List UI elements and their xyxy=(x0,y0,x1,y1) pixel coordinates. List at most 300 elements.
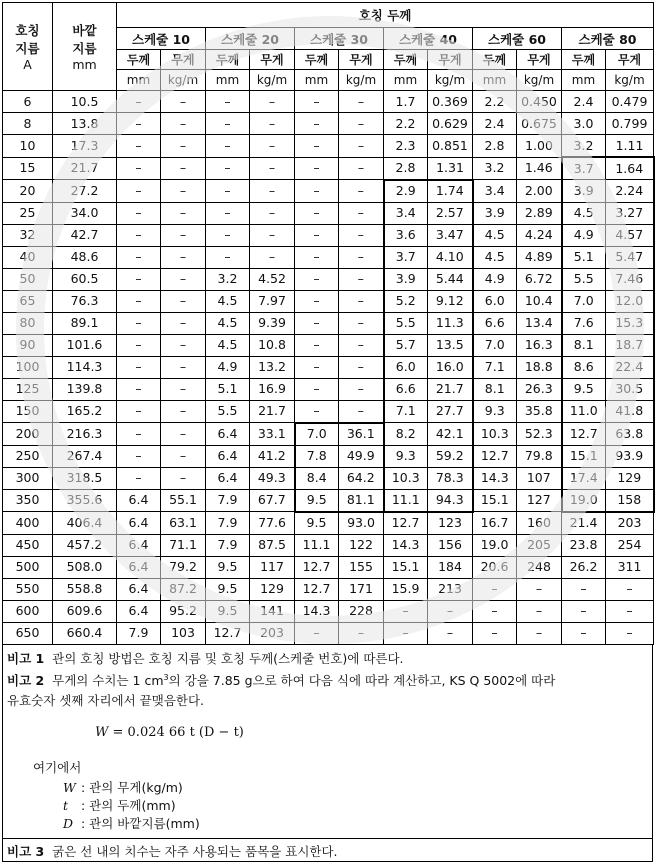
unit-kgm: kg/m xyxy=(339,70,384,91)
header-text: 바깥 xyxy=(72,23,97,38)
weight-cell: 9.12 xyxy=(428,290,473,312)
weight-cell: 0.629 xyxy=(428,113,473,135)
thickness-cell: 3.9 xyxy=(384,268,428,290)
weight-cell: – xyxy=(339,400,384,423)
nominal-diameter-cell: 350 xyxy=(3,489,53,512)
weight-cell: 30.5 xyxy=(606,378,654,400)
thickness-cell: 9.3 xyxy=(384,445,428,467)
thickness-cell: 10.3 xyxy=(384,467,428,489)
thickness-cell: 12.7 xyxy=(384,512,428,535)
schedule-header: 스케줄 80 xyxy=(562,28,654,50)
outer-diameter-cell: 34.0 xyxy=(53,202,117,224)
note-label: 비고 1 xyxy=(7,650,45,666)
weight-cell: 205 xyxy=(517,534,562,556)
weight-formula xyxy=(95,725,244,740)
table-row xyxy=(3,600,654,622)
weight-cell: 93.0 xyxy=(339,512,384,535)
formula-variable: W xyxy=(95,724,109,740)
nominal-diameter-cell: 90 xyxy=(3,334,53,356)
thickness-cell: 15.9 xyxy=(384,578,428,600)
weight-cell: – xyxy=(250,157,295,180)
weight-cell: 158 xyxy=(606,489,654,512)
weight-cell: – xyxy=(250,91,295,113)
thickness-cell: 7.9 xyxy=(206,512,250,535)
note-1 xyxy=(7,649,404,667)
weight-cell: 213 xyxy=(428,578,473,600)
thickness-cell: 9.5 xyxy=(562,378,606,400)
weight-cell: 117 xyxy=(250,556,295,578)
weight-cell: – xyxy=(339,224,384,246)
weight-cell: – xyxy=(161,113,206,135)
weight-cell: – xyxy=(339,268,384,290)
table-row xyxy=(3,180,654,203)
weight-cell: 171 xyxy=(339,578,384,600)
weight-cell: – xyxy=(339,180,384,203)
weight-cell: 26.3 xyxy=(517,378,562,400)
outer-diameter-header xyxy=(53,3,117,91)
thickness-cell: – xyxy=(117,113,161,135)
weight-cell: 7.97 xyxy=(250,290,295,312)
nominal-diameter-cell: 40 xyxy=(3,246,53,268)
weight-cell: 49.9 xyxy=(339,445,384,467)
weight-cell: 21.7 xyxy=(250,400,295,423)
variable-t-definition xyxy=(63,796,176,814)
thickness-cell: – xyxy=(295,268,339,290)
thickness-cell: – xyxy=(206,113,250,135)
weight-cell: – xyxy=(161,268,206,290)
weight-cell: 41.2 xyxy=(250,445,295,467)
nominal-diameter-header xyxy=(3,3,53,91)
thickness-cell: – xyxy=(117,312,161,334)
nominal-diameter-cell: 50 xyxy=(3,268,53,290)
weight-cell: – xyxy=(339,334,384,356)
weight-cell: 7.46 xyxy=(606,268,654,290)
outer-diameter-cell: 42.7 xyxy=(53,224,117,246)
nominal-diameter-cell: 550 xyxy=(3,578,53,600)
outer-diameter-cell: 165.2 xyxy=(53,400,117,423)
thickness-cell: – xyxy=(562,578,606,600)
weight-cell: – xyxy=(161,224,206,246)
weight-cell: 107 xyxy=(517,467,562,489)
weight-cell: 13.2 xyxy=(250,356,295,378)
thickness-cell: 2.4 xyxy=(562,91,606,113)
weight-cell: – xyxy=(161,157,206,180)
note-2-continued xyxy=(7,691,204,709)
weight-cell: 11.3 xyxy=(428,312,473,334)
weight-cell: 81.1 xyxy=(339,489,384,512)
thickness-cell: 8.6 xyxy=(562,356,606,378)
weight-cell: – xyxy=(339,135,384,158)
thickness-cell: 5.1 xyxy=(562,246,606,268)
thickness-cell: – xyxy=(117,157,161,180)
unit-mm: mm xyxy=(206,70,250,91)
thickness-cell: – xyxy=(295,378,339,400)
weight-cell: 3.47 xyxy=(428,224,473,246)
outer-diameter-cell: 406.4 xyxy=(53,512,117,535)
schedule-header: 스케줄 40 xyxy=(384,28,473,50)
weight-cell: 127 xyxy=(517,489,562,512)
pipe-dimension-document xyxy=(2,2,653,862)
table-row xyxy=(3,534,654,556)
thickness-cell: – xyxy=(117,423,161,446)
thickness-cell: – xyxy=(295,135,339,158)
weight-cell: 93.9 xyxy=(606,445,654,467)
weight-cell: 27.7 xyxy=(428,400,473,423)
thickness-cell: 4.5 xyxy=(206,312,250,334)
weight-cell: 18.8 xyxy=(517,356,562,378)
table-row xyxy=(3,91,654,113)
weight-cell: 129 xyxy=(250,578,295,600)
thickness-cell: 6.4 xyxy=(117,556,161,578)
nominal-diameter-cell: 25 xyxy=(3,202,53,224)
thickness-cell: 4.9 xyxy=(206,356,250,378)
thickness-cell: 5.5 xyxy=(206,400,250,423)
sub-weight-header: 무게 xyxy=(339,50,384,70)
weight-cell: – xyxy=(339,290,384,312)
weight-cell: 5.44 xyxy=(428,268,473,290)
table-body xyxy=(3,91,654,645)
weight-cell: – xyxy=(161,445,206,467)
thickness-cell: – xyxy=(295,356,339,378)
outer-diameter-cell: 17.3 xyxy=(53,135,117,158)
thickness-cell: – xyxy=(562,622,606,644)
header-text: 지름 xyxy=(15,41,40,56)
thickness-cell: – xyxy=(295,400,339,423)
thickness-cell: 6.4 xyxy=(117,534,161,556)
header-text: 지름 xyxy=(72,41,97,56)
schedule-header: 스케줄 10 xyxy=(117,28,206,50)
outer-diameter-cell: 114.3 xyxy=(53,356,117,378)
table-row xyxy=(3,202,654,224)
outer-diameter-cell: 267.4 xyxy=(53,445,117,467)
outer-diameter-cell: 660.4 xyxy=(53,622,117,644)
thickness-cell: – xyxy=(473,622,517,644)
nominal-diameter-cell: 600 xyxy=(3,600,53,622)
thickness-cell: 9.5 xyxy=(206,600,250,622)
thickness-cell: 7.1 xyxy=(473,356,517,378)
thickness-cell: 2.4 xyxy=(473,113,517,135)
nominal-diameter-cell: 250 xyxy=(3,445,53,467)
weight-cell: 64.2 xyxy=(339,467,384,489)
table-row xyxy=(3,356,654,378)
sub-weight-header: 무게 xyxy=(250,50,295,70)
weight-cell: 4.57 xyxy=(606,224,654,246)
weight-cell: 2.24 xyxy=(606,180,654,203)
note-text: 의 강을 7.85 g으로 하여 다음 식에 따라 계산하고, KS Q 5002에 따라 xyxy=(168,672,556,688)
table-row xyxy=(3,113,654,135)
thickness-cell: – xyxy=(117,334,161,356)
weight-cell: 228 xyxy=(339,600,384,622)
thickness-cell: 5.5 xyxy=(384,312,428,334)
weight-cell: 3.27 xyxy=(606,202,654,224)
thickness-cell: 7.9 xyxy=(206,489,250,512)
weight-cell: 0.479 xyxy=(606,91,654,113)
weight-cell: 2.00 xyxy=(517,180,562,203)
note-label: 비고 3 xyxy=(7,843,45,859)
thickness-cell: 3.4 xyxy=(384,202,428,224)
thickness-cell: 9.5 xyxy=(206,556,250,578)
thickness-cell: 9.5 xyxy=(295,489,339,512)
weight-cell: 156 xyxy=(428,534,473,556)
thickness-cell: 4.5 xyxy=(562,202,606,224)
variable-symbol: D xyxy=(63,815,74,831)
thickness-cell: 16.7 xyxy=(473,512,517,535)
outer-diameter-cell: 318.5 xyxy=(53,467,117,489)
unit-mm: mm xyxy=(384,70,428,91)
weight-cell: – xyxy=(161,400,206,423)
weight-cell: – xyxy=(517,622,562,644)
nominal-diameter-cell: 20 xyxy=(3,180,53,203)
weight-cell: 59.2 xyxy=(428,445,473,467)
thickness-cell: 2.2 xyxy=(473,91,517,113)
outer-diameter-cell: 457.2 xyxy=(53,534,117,556)
weight-cell: – xyxy=(161,135,206,158)
weight-cell: – xyxy=(339,312,384,334)
thickness-cell: 8.2 xyxy=(384,423,428,446)
weight-cell: – xyxy=(606,600,654,622)
thickness-cell: 3.7 xyxy=(562,157,606,180)
nominal-diameter-cell: 65 xyxy=(3,290,53,312)
nominal-diameter-cell: 200 xyxy=(3,423,53,446)
thickness-cell: – xyxy=(117,246,161,268)
thickness-cell: 3.2 xyxy=(562,135,606,158)
sub-weight-header: 무게 xyxy=(517,50,562,70)
thickness-cell: 26.2 xyxy=(562,556,606,578)
weight-cell: 95.2 xyxy=(161,600,206,622)
thickness-cell: 4.5 xyxy=(206,334,250,356)
thickness-cell: – xyxy=(117,356,161,378)
thickness-cell: – xyxy=(295,246,339,268)
weight-cell: 63.8 xyxy=(606,423,654,446)
thickness-cell: 6.4 xyxy=(206,445,250,467)
sub-thickness-header: 두께 xyxy=(117,50,161,70)
weight-cell: – xyxy=(161,467,206,489)
thickness-cell: 6.4 xyxy=(117,512,161,535)
thickness-cell: – xyxy=(117,202,161,224)
weight-cell: – xyxy=(606,622,654,644)
weight-cell: – xyxy=(517,600,562,622)
weight-cell: 87.2 xyxy=(161,578,206,600)
weight-cell: 2.57 xyxy=(428,202,473,224)
weight-cell: 1.64 xyxy=(606,157,654,180)
thickness-cell: 3.2 xyxy=(206,268,250,290)
weight-cell: 5.47 xyxy=(606,246,654,268)
thickness-cell: 4.5 xyxy=(473,224,517,246)
weight-cell: 21.7 xyxy=(428,378,473,400)
thickness-cell: 6.4 xyxy=(117,578,161,600)
unit-mm: mm xyxy=(295,70,339,91)
outer-diameter-cell: 558.8 xyxy=(53,578,117,600)
weight-cell: – xyxy=(339,622,384,644)
unit-mm: mm xyxy=(117,70,161,91)
weight-cell: – xyxy=(161,423,206,446)
variable-description: : 관의 두께(mm) xyxy=(81,797,176,813)
nominal-diameter-cell: 8 xyxy=(3,113,53,135)
thickness-cell: – xyxy=(117,400,161,423)
thickness-cell: – xyxy=(562,600,606,622)
weight-cell: 160 xyxy=(517,512,562,535)
thickness-cell: – xyxy=(295,157,339,180)
weight-cell: 0.799 xyxy=(606,113,654,135)
weight-cell: – xyxy=(250,202,295,224)
nominal-diameter-cell: 125 xyxy=(3,378,53,400)
nominal-diameter-cell: 450 xyxy=(3,534,53,556)
thickness-cell: 12.7 xyxy=(473,445,517,467)
thickness-cell: – xyxy=(473,578,517,600)
thickness-cell: 12.7 xyxy=(562,423,606,446)
table-row xyxy=(3,512,654,535)
weight-cell: – xyxy=(250,246,295,268)
outer-diameter-cell: 355.6 xyxy=(53,489,117,512)
weight-cell: – xyxy=(250,224,295,246)
weight-cell: 1.11 xyxy=(606,135,654,158)
weight-cell: 4.24 xyxy=(517,224,562,246)
thickness-cell: – xyxy=(295,91,339,113)
thickness-cell: – xyxy=(117,224,161,246)
weight-cell: 129 xyxy=(606,467,654,489)
thickness-cell: 7.0 xyxy=(473,334,517,356)
thickness-cell: – xyxy=(117,268,161,290)
weight-cell: 10.8 xyxy=(250,334,295,356)
outer-diameter-cell: 139.8 xyxy=(53,378,117,400)
weight-cell: 122 xyxy=(339,534,384,556)
weight-cell: 77.6 xyxy=(250,512,295,535)
weight-cell: 248 xyxy=(517,556,562,578)
thickness-cell: – xyxy=(117,445,161,467)
thickness-cell: 3.2 xyxy=(473,157,517,180)
thickness-cell: 7.0 xyxy=(295,423,339,446)
sub-thickness-header: 두께 xyxy=(473,50,517,70)
nominal-diameter-cell: 100 xyxy=(3,356,53,378)
sub-thickness-header: 두께 xyxy=(384,50,428,70)
thickness-cell: 5.1 xyxy=(206,378,250,400)
table-row xyxy=(3,135,654,158)
thickness-cell: 6.0 xyxy=(384,356,428,378)
weight-cell: – xyxy=(606,578,654,600)
thickness-cell: 19.0 xyxy=(473,534,517,556)
outer-diameter-cell: 60.5 xyxy=(53,268,117,290)
weight-cell: 4.10 xyxy=(428,246,473,268)
weight-cell: – xyxy=(428,600,473,622)
outer-diameter-cell: 609.6 xyxy=(53,600,117,622)
thickness-cell: 14.3 xyxy=(295,600,339,622)
table-row xyxy=(3,290,654,312)
note-text: 굵은 선 내의 치수는 자주 사용되는 품목을 표시한다. xyxy=(52,843,338,859)
weight-cell: 33.1 xyxy=(250,423,295,446)
thickness-cell: – xyxy=(117,467,161,489)
weight-cell: – xyxy=(161,312,206,334)
weight-cell: – xyxy=(250,135,295,158)
weight-cell: – xyxy=(250,113,295,135)
weight-cell: – xyxy=(161,356,206,378)
thickness-cell: 6.4 xyxy=(206,423,250,446)
thickness-cell: – xyxy=(117,180,161,203)
table-row xyxy=(3,556,654,578)
weight-cell: – xyxy=(161,180,206,203)
weight-cell: – xyxy=(339,356,384,378)
thickness-cell: – xyxy=(384,600,428,622)
table-row xyxy=(3,268,654,290)
table-row xyxy=(3,157,654,180)
nominal-diameter-cell: 300 xyxy=(3,467,53,489)
weight-cell: 123 xyxy=(428,512,473,535)
weight-cell: 13.5 xyxy=(428,334,473,356)
thickness-cell: 20.6 xyxy=(473,556,517,578)
thickness-cell: 19.0 xyxy=(562,489,606,512)
notes-section xyxy=(2,645,653,839)
thickness-cell: – xyxy=(117,135,161,158)
thickness-cell: 11.1 xyxy=(384,489,428,512)
weight-cell: – xyxy=(339,202,384,224)
weight-cell: – xyxy=(161,334,206,356)
weight-cell: 254 xyxy=(606,534,654,556)
weight-cell: 36.1 xyxy=(339,423,384,446)
thickness-cell: 2.2 xyxy=(384,113,428,135)
nominal-diameter-cell: 6 xyxy=(3,91,53,113)
thickness-cell: 5.2 xyxy=(384,290,428,312)
thickness-cell: – xyxy=(384,622,428,644)
variable-description: : 관의 바깥지름(mm) xyxy=(81,815,200,831)
thickness-cell: 6.4 xyxy=(206,467,250,489)
where-label: 여기에서 xyxy=(33,759,82,775)
header-unit: A xyxy=(23,57,32,72)
sub-weight-header: 무게 xyxy=(428,50,473,70)
thickness-cell: 3.9 xyxy=(562,180,606,203)
schedule-header: 스케줄 30 xyxy=(295,28,384,50)
weight-cell: 203 xyxy=(606,512,654,535)
weight-cell: 203 xyxy=(250,622,295,644)
thickness-cell: 7.9 xyxy=(206,534,250,556)
schedule-header: 스케줄 60 xyxy=(473,28,562,50)
weight-cell: 79.2 xyxy=(161,556,206,578)
variable-symbol: W xyxy=(63,779,76,795)
weight-cell: 35.8 xyxy=(517,400,562,423)
weight-cell: 94.3 xyxy=(428,489,473,512)
weight-cell: – xyxy=(339,113,384,135)
weight-cell: 0.675 xyxy=(517,113,562,135)
table-row xyxy=(3,224,654,246)
note-text: 유효숫자 셋째 자리에서 끝맺음한다. xyxy=(7,692,205,708)
thickness-cell: 5.7 xyxy=(384,334,428,356)
thickness-cell: – xyxy=(473,600,517,622)
table-row xyxy=(3,246,654,268)
thickness-cell: 14.3 xyxy=(473,467,517,489)
thickness-cell: – xyxy=(295,312,339,334)
weight-cell: – xyxy=(161,202,206,224)
unit-kgm: kg/m xyxy=(517,70,562,91)
thickness-cell: 9.5 xyxy=(295,512,339,535)
thickness-cell: 5.5 xyxy=(562,268,606,290)
weight-cell: 52.3 xyxy=(517,423,562,446)
thickness-cell: 2.9 xyxy=(384,180,428,203)
weight-cell: – xyxy=(339,246,384,268)
weight-cell: – xyxy=(339,157,384,180)
table-row xyxy=(3,445,654,467)
thickness-cell: 6.4 xyxy=(117,600,161,622)
thickness-cell: 12.7 xyxy=(295,556,339,578)
table-row xyxy=(3,622,654,644)
thickness-cell: 7.0 xyxy=(562,290,606,312)
note-text: 관의 호칭 방법은 호칭 지름 및 호칭 두께(스케줄 번호)에 따른다. xyxy=(52,650,404,666)
table-header xyxy=(3,3,654,91)
thickness-cell: 1.7 xyxy=(384,91,428,113)
thickness-cell: – xyxy=(295,180,339,203)
weight-cell: 0.851 xyxy=(428,135,473,158)
thickness-cell: – xyxy=(206,202,250,224)
header-text: 호칭 xyxy=(15,23,40,38)
thickness-cell: – xyxy=(206,224,250,246)
thickness-cell: 21.4 xyxy=(562,512,606,535)
